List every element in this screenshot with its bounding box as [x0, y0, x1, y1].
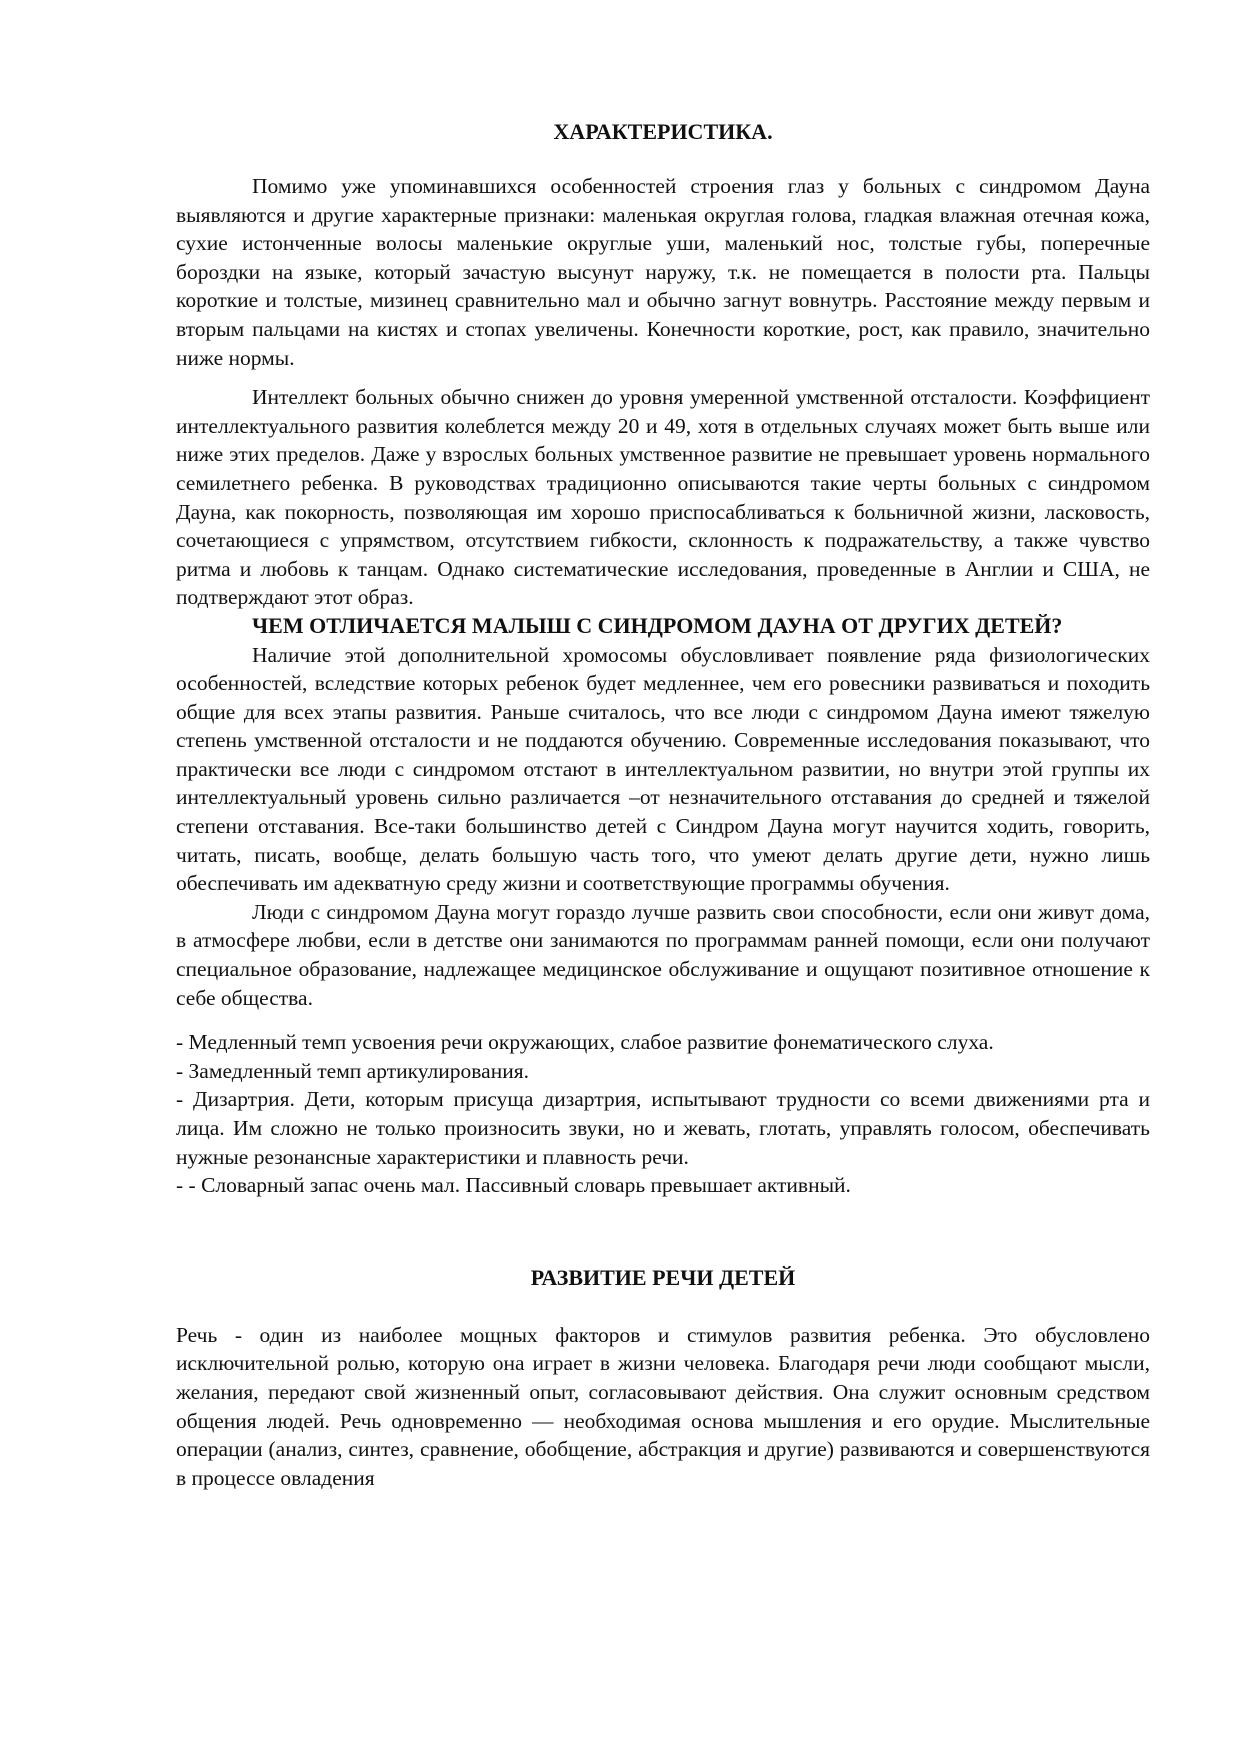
- paragraph-speech: Речь - один из наиболее мощных факторов и стимулов развития ребенка. Это обусловлено исключительной ролью, которую она играет в жизни человека. Благодаря речи люди сообщают мысли, желания, передают свой жизненный опыт, согласовывают действия. Она служит основным средством общения людей. Речь одновременно — необходимая основа мышления и его орудие. Мыслительные операции (анализ, синтез, сравнение, обобщение, абстракция и другие) развиваются и совершенствуются в процессе овладения: [176, 1322, 1150, 1490]
- list-item: - Дизартрия. Дети, которым присуща дизартрия, испытывают трудности со всеми движениями рта и лица. Им сложно не только произносить звуки, но и жевать, глотать, управлять голосом, обеспечивать нужные резонансные характеристики и плавность речи.: [176, 1087, 1150, 1169]
- section-title-characteristics: ХАРАКТЕРИСТИКА.: [553, 119, 773, 144]
- section-title-speech-development: РАЗВИТИЕ РЕЧИ ДЕТЕЙ: [530, 1264, 796, 1290]
- list-item: - Замедленный темп артикулирования.: [176, 1058, 529, 1083]
- document-page: [176, 118, 1150, 1492]
- list-item: - - Словарный запас очень мал. Пассивный словарь превышает активный.: [176, 1173, 851, 1198]
- paragraph-appearance: Помимо уже упоминавшихся особенностей строения глаз у больных с синдромом Дауна выявляются и другие характерные признаки: маленькая округлая голова, гладкая влажная отечная кожа, сухие истонченные волосы маленькие округлые уши, маленький нос, толстые губы, поперечные бороздки на языке, который зачастую высунут наружу, т.к. не помещается в полости рта. Пальцы короткие и толстые, мизинец сравнительно мал и обычно загнут вовнутрь. Расстояние между первым и вторым пальцами на кистях и стопах увеличены. Конечности короткие, рост, как правило, значительно ниже нормы.: [176, 174, 1150, 370]
- paragraph-intellect: Интеллект больных обычно снижен до уровня умеренной умственной отсталости. Коэффициент интеллектуального развития колеблется между 20 и 49, хотя в отдельных случаях может быть выше или ниже этих пределов. Даже у взрослых больных умственное развитие не превышает уровень нормального семилетнего ребенка. В руководствах традиционно описываются такие черты больных с синдромом Дауна, как покорность, позволяющая им хорошо приспосабливаться к больничной жизни, ласковость, сочетающиеся с упрямством, отсутствием гибкости, склонность к подражательству, а также чувство ритма и любовь к танцам. Однако систематические исследования, проведенные в Англии и США, не подтверждают этот образ.: [176, 385, 1150, 610]
- section-heading-differences: ЧЕМ ОТЛИЧАЕТСЯ МАЛЫШ С СИНДРОМОМ ДАУНА ОТ ДРУГИХ ДЕТЕЙ?: [252, 612, 1063, 638]
- list-item: - Медленный темп усвоения речи окружающих, слабое развитие фонематического слуха.: [176, 1030, 994, 1055]
- paragraph-chromosome: Наличие этой дополнительной хромосомы обусловливает появление ряда физиологических особенностей, вследствие которых ребенок будет медленнее, чем его ровесники развиваться и походить общие для всех этапы развития. Раньше считалось, что все люди с синдромом Дауна имеют тяжелую степень умственной отсталости и не поддаются обучению. Современные исследования показывают, что практически все люди с синдромом отстают в интеллектуальном развитии, но внутри этой группы их интеллектуальный уровень сильно различается –от незначительного отставания до средней и тяжелой степени отставания. Все-таки большинство детей с Синдром Дауна могут научится ходить, говорить, читать, писать, вообще, делать большую часть того, что умеют делать другие дети, нужно лишь обеспечивать им адекватную среду жизни и соответствующие программы обучения.: [176, 642, 1150, 896]
- paragraph-abilities: Люди с синдромом Дауна могут гораздо лучше развить свои способности, если они живут дома, в атмосфере любви, если в детстве они занимаются по программам ранней помощи, если они получают специальное образование, надлежащее медицинское обслуживание и ощущают позитивное отношение к себе общества.: [176, 899, 1150, 1010]
- speech-features-list: [176, 1028, 1150, 1200]
